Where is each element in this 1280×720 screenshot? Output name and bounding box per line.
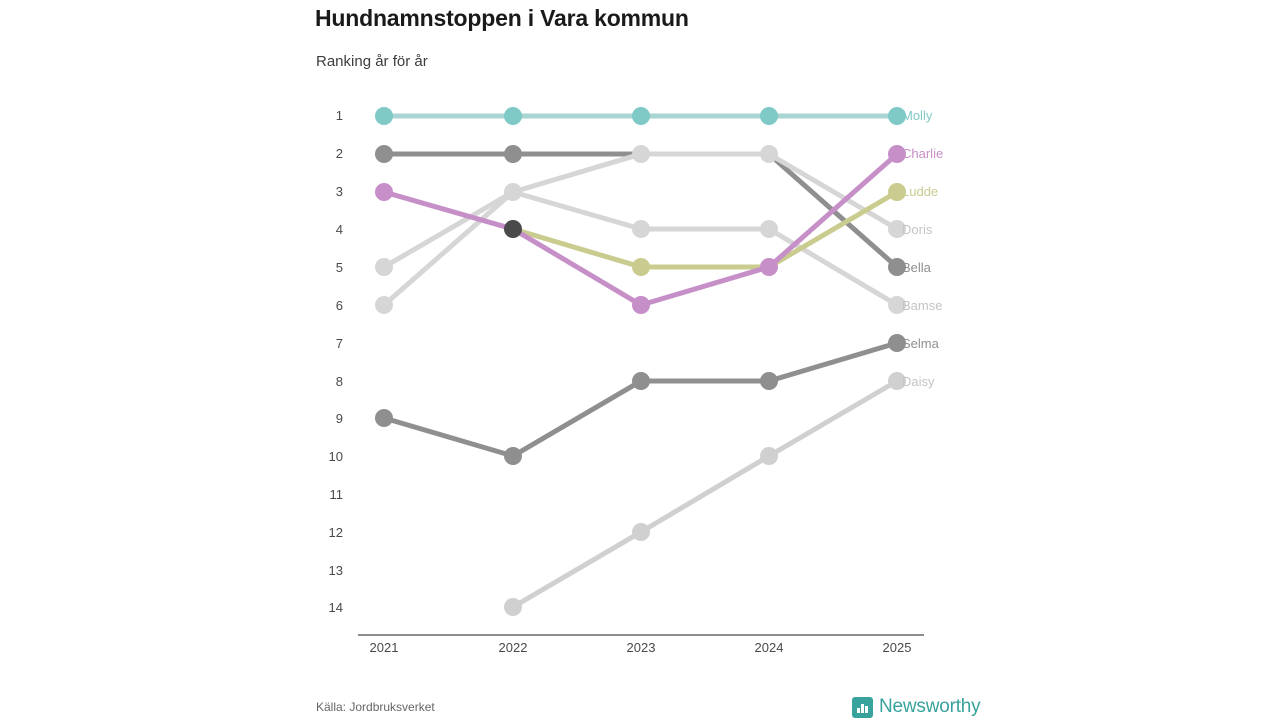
data-point (632, 258, 650, 276)
y-tick-label: 2 (335, 146, 343, 161)
data-point (760, 107, 778, 125)
x-axis-line (358, 634, 924, 636)
data-point (504, 107, 522, 125)
x-tick-label: 2021 (369, 640, 399, 655)
series-label-molly: Molly (902, 108, 933, 123)
series-line-selma (384, 343, 897, 456)
data-point (632, 523, 650, 541)
data-point (760, 145, 778, 163)
series-label-selma: Selma (902, 336, 939, 351)
y-tick-label: 5 (335, 260, 343, 275)
data-point (504, 447, 522, 465)
page-subtitle: Ranking år för år (316, 53, 428, 70)
data-point (632, 296, 650, 314)
data-point (760, 447, 778, 465)
data-point (760, 372, 778, 390)
y-tick-label: 12 (328, 525, 343, 540)
data-point (760, 258, 778, 276)
y-tick-label: 8 (335, 374, 343, 389)
series-line-doris (384, 154, 897, 267)
bar-chart-icon (852, 697, 873, 718)
series-label-ludde: Ludde (902, 184, 939, 199)
data-point (632, 220, 650, 238)
series-label-bella: Bella (902, 260, 931, 275)
x-tick-label: 2022 (498, 640, 528, 655)
data-point (375, 296, 393, 314)
data-point (504, 598, 522, 616)
page-title: Hundnamnstoppen i Vara kommun (315, 5, 689, 31)
series-line-bella (384, 154, 897, 267)
data-point (375, 258, 393, 276)
newsworthy-logo (852, 696, 980, 718)
y-tick-label: 11 (329, 487, 343, 502)
y-tick-label: 10 (328, 449, 343, 464)
data-point (632, 372, 650, 390)
x-tick-label: 2023 (626, 640, 656, 655)
y-tick-label: 9 (335, 411, 343, 426)
y-tick-label: 1 (335, 108, 343, 123)
y-tick-label: 14 (328, 600, 343, 615)
data-point (375, 145, 393, 163)
data-point (375, 183, 393, 201)
series-label-doris: Doris (902, 222, 933, 237)
series-line-daisy (513, 381, 897, 607)
y-tick-label: 3 (335, 184, 343, 199)
data-point (375, 107, 393, 125)
y-tick-label: 6 (335, 298, 343, 313)
data-point (504, 220, 522, 238)
series-line-bamse (384, 192, 897, 305)
y-tick-label: 7 (335, 336, 343, 351)
data-point (504, 183, 522, 201)
data-point (375, 409, 393, 427)
series-label-daisy: Daisy (902, 374, 935, 389)
series-label-charlie: Charlie (902, 146, 944, 161)
x-tick-label: 2025 (882, 640, 912, 655)
source-note: Källa: Jordbruksverket (316, 700, 435, 714)
data-point (632, 107, 650, 125)
data-point (504, 145, 522, 163)
y-tick-label: 4 (335, 222, 343, 237)
data-point (632, 145, 650, 163)
x-tick-label: 2024 (754, 640, 784, 655)
y-tick-label: 13 (328, 563, 343, 578)
logo-text: Newsworthy (879, 696, 981, 717)
data-point (760, 220, 778, 238)
series-label-bamse: Bamse (902, 298, 943, 313)
